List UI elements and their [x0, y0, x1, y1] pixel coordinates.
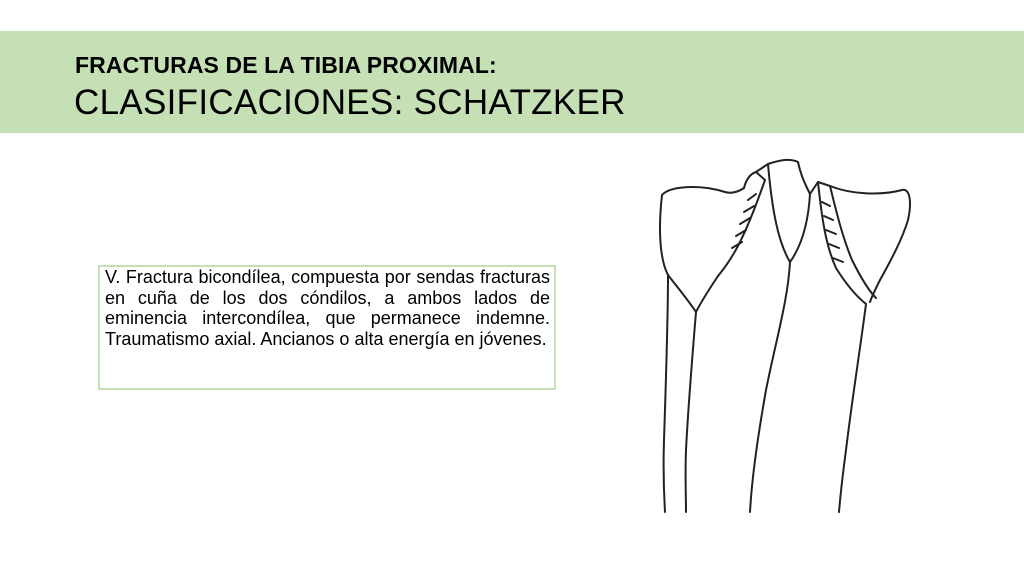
- slide-title: FRACTURAS DE LA TIBIA PROXIMAL:: [75, 52, 497, 78]
- tibia-fracture-illustration: [640, 150, 930, 515]
- description-text: V. Fractura bicondílea, compuesta por sendas fracturas en cuña de los dos cóndilos, a ambos lados de eminencia intercondílea, que permanece indemne. Traumatismo axial. Ancianos o alta energía en jóvenes.: [105, 267, 550, 349]
- slide-subtitle: CLASIFICACIONES: SCHATZKER: [74, 83, 626, 122]
- description-box: [98, 265, 556, 390]
- tibia-drawing: [640, 150, 930, 515]
